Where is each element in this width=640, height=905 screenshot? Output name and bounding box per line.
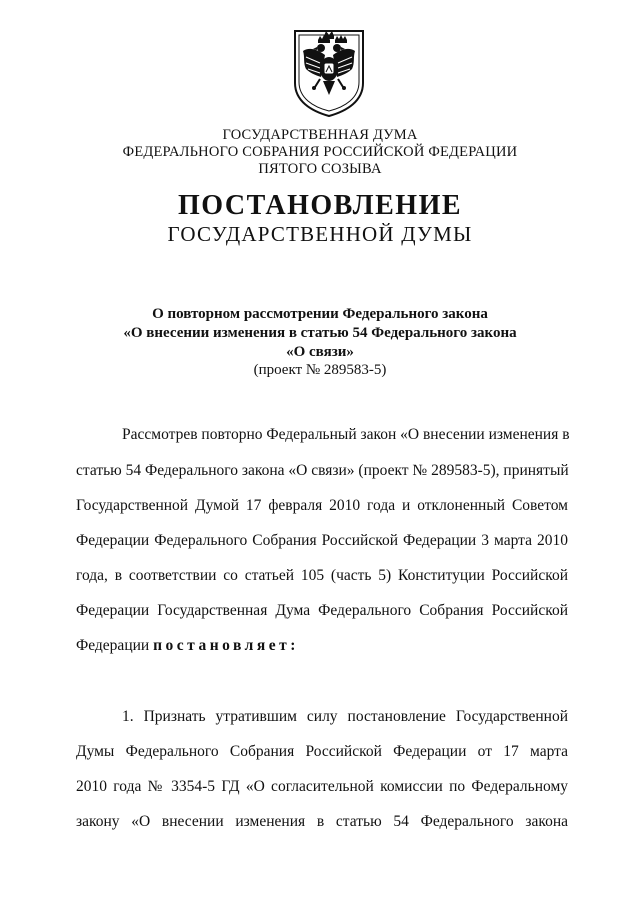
paragraph-2-line: закону «О внесении изменения в статью 54 Федерального закона (76, 813, 568, 830)
paragraph-1-line: Рассмотрев повторно Федеральный закон «О внесении изменения в (122, 426, 570, 443)
law-title (0, 305, 640, 362)
paragraph-1-last-start: Федерации (76, 637, 150, 654)
paragraph-2-line: Думы Федерального Собрания Российской Федерации от 17 марта (76, 743, 568, 760)
law-title-line: О повторном рассмотрении Федерального закона (152, 306, 488, 322)
paragraph-1-line: Государственной Думой 17 февраля 2010 года и отклоненный Советом (76, 497, 568, 514)
paragraph-1-line: Федерации Федерального Собрания Российской Федерации 3 марта 2010 (76, 532, 568, 549)
issuer-header (0, 127, 640, 178)
law-title-line: «О внесении изменения в статью 54 Федерального закона (123, 325, 517, 341)
header-line-federal-assembly: ФЕДЕРАЛЬНОГО СОБРАНИЯ РОССИЙСКОЙ ФЕДЕРАЦИИ (122, 144, 518, 160)
header-line-convocation: ПЯТОГО СОЗЫВА (258, 161, 382, 177)
paragraph-1-line: года, в соответствии со статьей 105 (часть 5) Конституции Российской (76, 567, 568, 584)
paragraph-1-last-line (76, 637, 299, 655)
russian-coat-of-arms-icon (291, 27, 367, 119)
paragraph-1-line: Федерации Государственная Дума Федерального Собрания Российской (76, 602, 568, 619)
paragraph-2-line: 1. Признать утратившим силу постановление Государственной (122, 708, 568, 725)
paragraph-1-line: статью 54 Федерального закона «О связи» (проект № 289583-5), принятый (76, 462, 569, 479)
header-line-duma: ГОСУДАРСТВЕННАЯ ДУМА (222, 127, 418, 143)
law-title-line: «О связи» (286, 344, 354, 360)
document-type-title: ПОСТАНОВЛЕНИЕ (177, 190, 463, 221)
resolution-keyword: постановляет: (153, 637, 299, 654)
document-issuer-subtitle: ГОСУДАРСТВЕННОЙ ДУМЫ (167, 222, 473, 246)
law-project-number: (проект № 289583-5) (253, 362, 387, 378)
paragraph-2-line: 2010 года № 3354-5 ГД «О согласительной комиссии по Федеральному (76, 778, 568, 795)
